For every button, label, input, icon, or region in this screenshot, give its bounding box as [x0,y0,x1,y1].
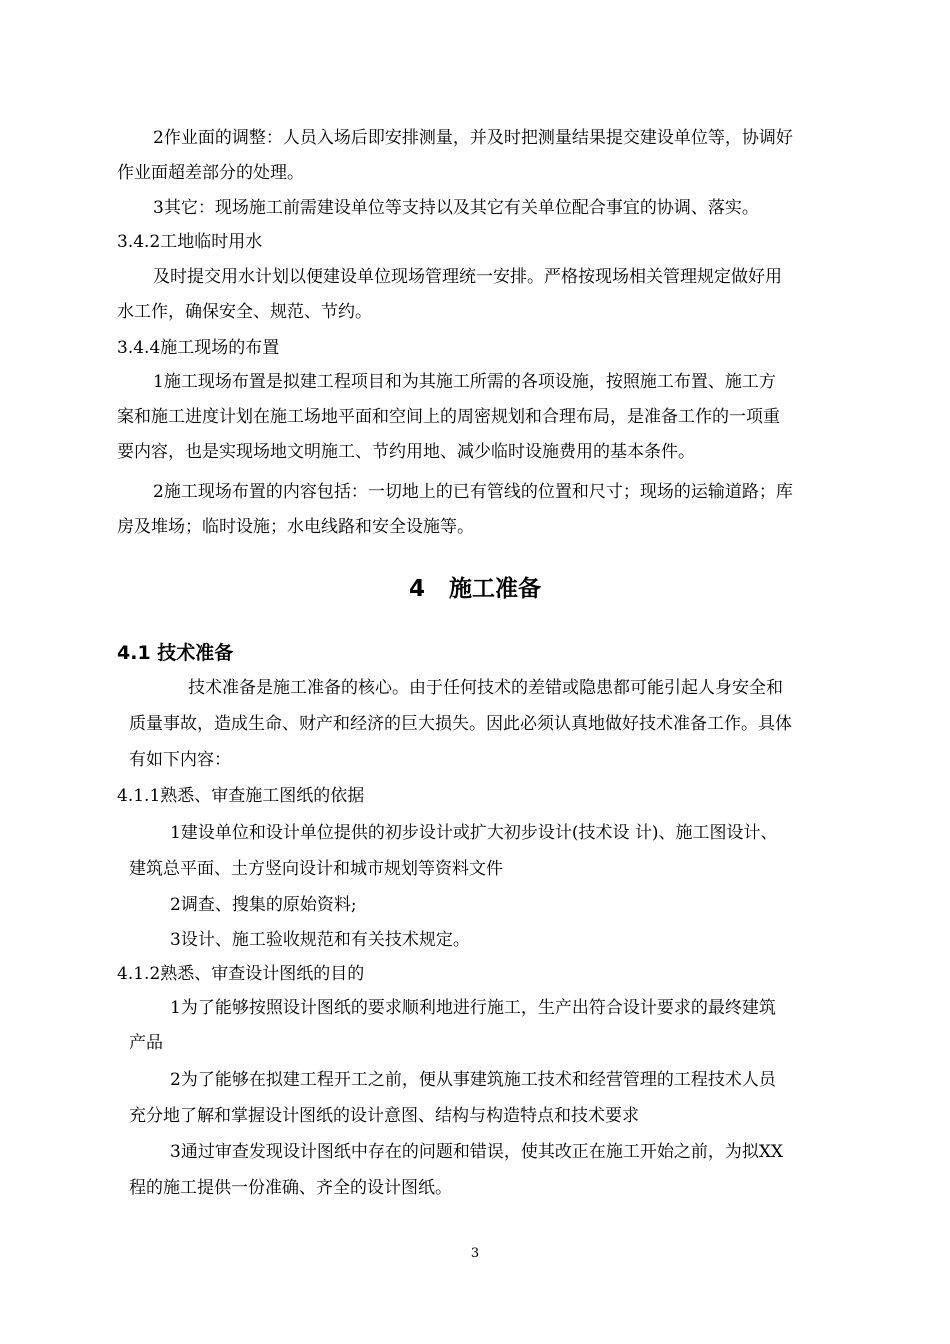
subsection-heading: 4.1.2熟悉、审查设计图纸的目的 [117,964,365,984]
paragraph-line: 产品 [129,1033,163,1053]
paragraph-line: 3设计、施工验收规范和有关技术规定。 [170,930,470,950]
paragraph-line: 程的施工提供一份准确、齐全的设计图纸。 [129,1178,452,1198]
paragraph-line: 质量事故，造成生命、财产和经济的巨大损失。因此必须认真地做好技术准备工作。具体 [129,714,792,734]
paragraph-line: 有如下内容： [129,750,231,770]
paragraph-line: 2作业面的调整：人员入场后即安排测量，并及时把测量结果提交建设单位等，协调好 [153,128,793,148]
chapter-title: 4 施工准备 [408,576,542,602]
page-number: 3 [470,1246,480,1261]
paragraph-line: 3通过审查发现设计图纸中存在的问题和错误，使其改正在施工开始之前，为拟XX [170,1142,784,1162]
paragraph-line: 案和施工进度计划在施工场地平面和空间上的周密规划和合理布局，是准备工作的一项重 [117,407,780,427]
section-heading: 4.1 技术准备 [117,642,234,664]
paragraph-line: 2调查、搜集的原始资料; [170,895,357,915]
paragraph-line: 3其它：现场施工前需建设单位等支持以及其它有关单位配合事宜的协调、落实。 [153,198,759,218]
paragraph-line: 作业面超差部分的处理。 [117,163,304,183]
paragraph-line: 2为了能够在拟建工程开工之前，便从事建筑施工技术和经营管理的工程技术人员 [170,1070,776,1090]
paragraph-line: 房及堆场；临时设施；水电线路和安全设施等。 [117,517,474,537]
paragraph-line: 建筑总平面、土方竖向设计和城市规划等资料文件 [129,859,503,879]
paragraph-line: 2施工现场布置的内容包括：一切地上的已有管线的位置和尺寸；现场的运输道路；库 [153,482,793,502]
paragraph-line: 1建设单位和设计单位提供的初步设计或扩大初步设计(技术设 计)、施工图设计、 [170,823,778,843]
subsection-heading: 3.4.4施工现场的布置 [117,338,280,358]
paragraph-line: 充分地了解和掌握设计图纸的设计意图、结构与构造特点和技术要求 [129,1106,639,1126]
paragraph-line: 水工作，确保安全、规范、节约。 [117,302,372,322]
paragraph-line: 技术准备是施工准备的核心。由于任何技术的差错或隐患都可能引起人身安全和 [188,678,783,698]
paragraph-line: 及时提交用水计划以便建设单位现场管理统一安排。严格按现场相关管理规定做好用 [153,267,782,287]
subsection-heading: 3.4.2工地临时用水 [117,232,263,252]
paragraph-line: 1为了能够按照设计图纸的要求顺利地进行施工，生产出符合设计要求的最终建筑 [170,998,776,1018]
subsection-heading: 4.1.1熟悉、审查施工图纸的依据 [117,786,365,806]
paragraph-line: 要内容，也是实现场地文明施工、节约用地、减少临时设施费用的基本条件。 [117,442,695,462]
paragraph-line: 1施工现场布置是拟建工程项目和为其施工所需的各项设施，按照施工布置、施工方 [153,372,776,392]
